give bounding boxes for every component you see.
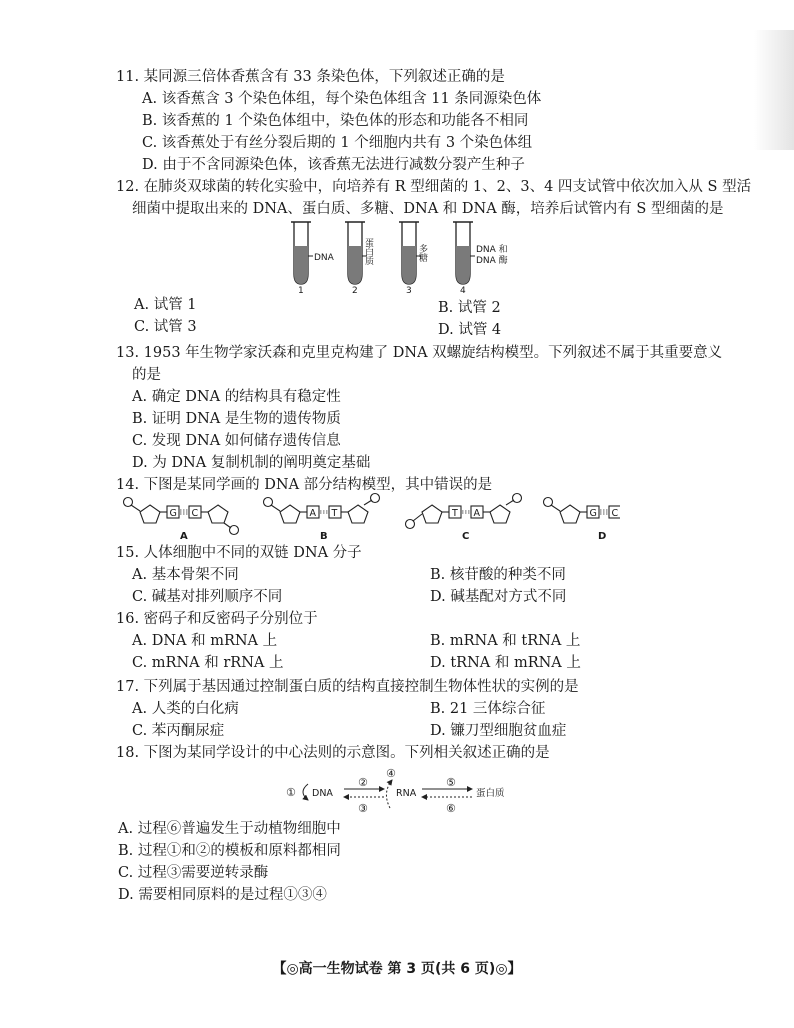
q13-stem-line1: 13. 1953 年生物学家沃森和克里克构建了 DNA 双螺旋结构模型。下列叙述不属于其重要意义 — [116, 345, 723, 361]
tube-2-label: 蛋白质 — [363, 238, 373, 265]
q15-option-a: A. 基本骨架不同 — [132, 567, 239, 583]
q16-option-d: D. tRNA 和 mRNA 上 — [430, 655, 581, 671]
model-c-letter: C — [462, 531, 470, 542]
q14-stem: 14. 下图是某同学画的 DNA 部分结构模型，其中错误的是 — [116, 477, 493, 493]
q11-stem: 11. 某同源三倍体香蕉含有 33 条染色体，下列叙述正确的是 — [116, 69, 505, 85]
model-a-letter: A — [180, 531, 188, 542]
rna-node: RNA — [396, 788, 417, 799]
q15-option-c: C. 碱基对排列顺序不同 — [132, 589, 283, 605]
tube-1-label: DNA — [314, 253, 334, 263]
q17-option-b: B. 21 三体综合征 — [430, 701, 546, 717]
q13-option-b: B. 证明 DNA 是生物的遗传物质 — [132, 411, 341, 427]
dna-node: DNA — [312, 788, 333, 799]
dna-model-figure — [120, 492, 620, 542]
tube-2-number: 2 — [352, 286, 358, 294]
model-c-base-left: T — [452, 508, 458, 519]
q17-stem: 17. 下列属于基因通过控制蛋白质的结构直接控制生物体性状的实例的是 — [116, 679, 579, 695]
protein-node: 蛋白质 — [476, 788, 505, 799]
q18-option-d: D. 需要相同原料的是过程①③④ — [118, 887, 327, 903]
q17-option-d: D. 镰刀型细胞贫血症 — [430, 723, 567, 739]
process-2-label: ② — [358, 776, 368, 789]
test-tube-3 — [399, 222, 428, 294]
dna-model-d — [544, 498, 621, 543]
q12-option-b: B. 试管 2 — [438, 300, 501, 316]
q13-option-d: D. 为 DNA 复制机制的阐明奠定基础 — [132, 455, 371, 471]
tube-4-number: 4 — [460, 286, 466, 294]
q16-stem: 16. 密码子和反密码子分别位于 — [116, 611, 318, 627]
q12-stem-line2: 细菌中提取出来的 DNA、蛋白质、多糖、DNA 和 DNA 酶，培养后试管内有 S 型细菌的是 — [132, 201, 724, 217]
test-tube-4 — [453, 222, 508, 294]
q12-stem-line1: 12. 在肺炎双球菌的转化实验中，向培养有 R 型细菌的 1、2、3、4 四支试管中依次加入从 S 型活 — [116, 179, 752, 195]
q16-option-a: A. DNA 和 mRNA 上 — [132, 633, 278, 649]
q15-option-d: D. 碱基配对方式不同 — [430, 589, 567, 605]
model-d-letter: D — [598, 531, 607, 542]
q12-option-a: A. 试管 1 — [134, 297, 197, 313]
test-tube-2 — [345, 222, 374, 294]
tube-1-number: 1 — [298, 286, 304, 294]
q15-option-b: B. 核苷酸的种类不同 — [430, 567, 566, 583]
model-b-letter: B — [320, 531, 328, 542]
q15-stem: 15. 人体细胞中不同的双链 DNA 分子 — [116, 545, 362, 561]
model-a-base-left: G — [169, 508, 177, 519]
q18-option-a: A. 过程⑥普遍发生于动植物细胞中 — [118, 821, 341, 837]
q17-option-a: A. 人类的白化病 — [132, 701, 239, 717]
dna-model-a — [124, 498, 239, 543]
dna-model-c — [406, 494, 522, 543]
q17-option-c: C. 苯丙酮尿症 — [132, 723, 225, 739]
page-edge-shadow — [754, 30, 794, 150]
model-b-base-right: T — [331, 508, 338, 519]
process-6-label: ⑥ — [446, 802, 456, 815]
model-a-base-right: C — [191, 508, 199, 519]
q11-option-c: C. 该香蕉处于有丝分裂后期的 1 个细胞内共有 3 个染色体组 — [142, 135, 533, 151]
q13-stem-line2: 的是 — [132, 367, 161, 383]
test-tube-figure — [280, 218, 540, 294]
dna-model-b — [264, 494, 380, 543]
q13-option-c: C. 发现 DNA 如何储存遗传信息 — [132, 433, 341, 449]
q16-option-c: C. mRNA 和 rRNA 上 — [132, 655, 284, 671]
process-3-label: ③ — [358, 802, 368, 815]
tube-4-label-line2: DNA 酶 — [476, 256, 508, 266]
q18-stem: 18. 下图为某同学设计的中心法则的示意图。下列相关叙述正确的是 — [116, 745, 550, 761]
q13-option-a: A. 确定 DNA 的结构具有稳定性 — [132, 389, 341, 405]
q16-option-b: B. mRNA 和 tRNA 上 — [430, 633, 581, 649]
q12-option-c: C. 试管 3 — [134, 319, 197, 335]
process-4-label: ④ — [386, 768, 396, 780]
test-tube-1 — [291, 222, 335, 294]
q11-option-a: A. 该香蕉含 3 个染色体组，每个染色体组含 11 条同源染色体 — [142, 91, 542, 107]
tube-3-label: 多糖 — [417, 244, 427, 262]
model-b-base-left: A — [309, 508, 316, 519]
process-5-label: ⑤ — [446, 776, 456, 789]
central-dogma-diagram — [286, 768, 522, 818]
model-d-base-left: G — [589, 508, 597, 519]
q12-option-d: D. 试管 4 — [438, 322, 502, 338]
model-d-base-right: C — [611, 508, 619, 519]
model-c-base-right: A — [473, 508, 480, 519]
tube-4-label-line1: DNA 和 — [476, 245, 508, 255]
q18-option-c: C. 过程③需要逆转录酶 — [118, 865, 269, 881]
process-1-label: ① — [286, 786, 296, 799]
q11-option-d: D. 由于不含同源染色体，该香蕉无法进行减数分裂产生种子 — [142, 157, 525, 173]
page-footer: 【◎高一生物试卷 第 3 页(共 6 页)◎】 — [272, 961, 522, 977]
q11-option-b: B. 该香蕉的 1 个染色体组中，染色体的形态和功能各不相同 — [142, 113, 529, 129]
tube-3-number: 3 — [406, 286, 412, 294]
q18-option-b: B. 过程①和②的模板和原料都相同 — [118, 843, 341, 859]
